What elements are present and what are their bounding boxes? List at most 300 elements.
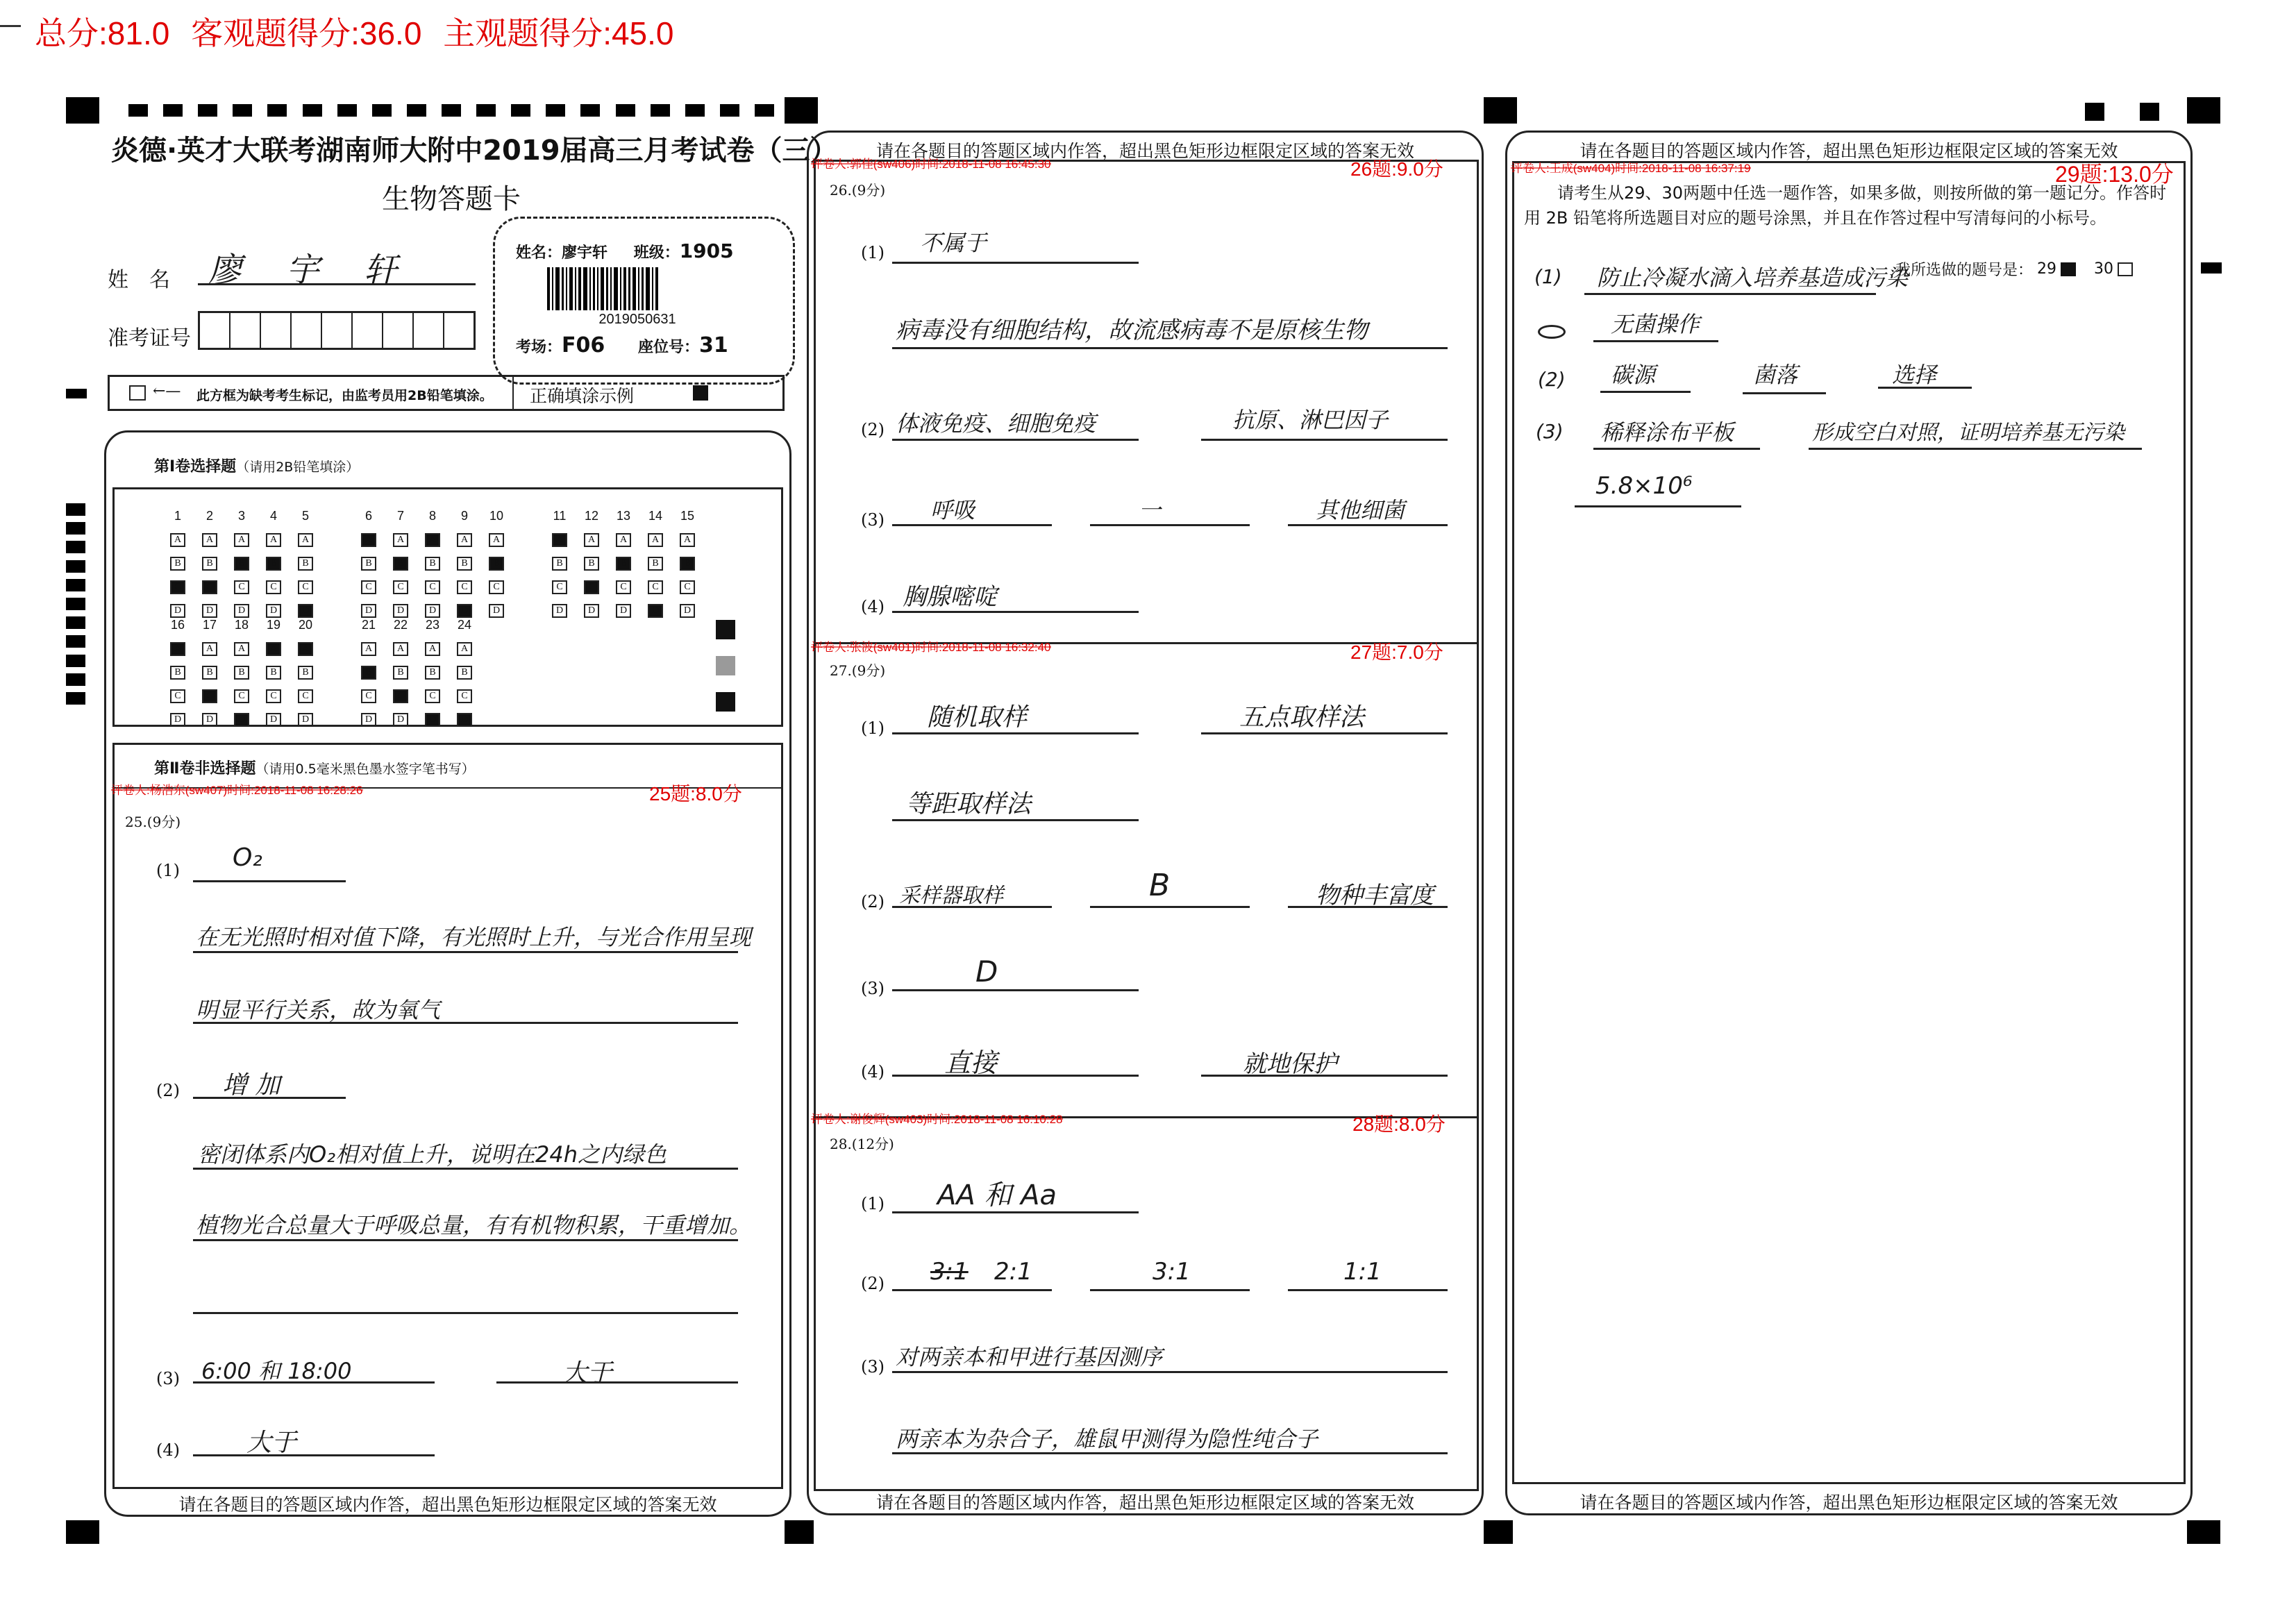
answer-line	[1878, 387, 1972, 389]
middle-answer-box	[814, 160, 1479, 1491]
ticket-digit-box[interactable]	[353, 313, 383, 348]
mc-bubble-b[interactable]: B	[202, 666, 217, 680]
answer-line	[1090, 524, 1250, 526]
mc-question-number: 3	[237, 509, 245, 523]
answer-line	[892, 262, 1139, 264]
mc-question-7	[393, 509, 408, 618]
q29-p3-label: (3)	[1536, 420, 1564, 443]
timing-mark	[755, 104, 774, 117]
mc-bubble-d[interactable]: D	[616, 604, 631, 618]
q27-grader: 评卷人:张波(sw401)时间:2018-11-08 16:32:40	[811, 637, 1051, 655]
mc-bubble-c[interactable]: C	[680, 580, 695, 594]
q26-grader: 评卷人:郭佳(sw406)时间:2018-11-08 16:45:30	[811, 154, 1051, 171]
mc-bubble-d[interactable]: D	[489, 604, 504, 618]
mc-bubble-d[interactable]: D	[234, 604, 249, 618]
mc-bubble-b[interactable]: B	[298, 666, 313, 680]
mc-bubble-b[interactable]: B	[648, 557, 663, 571]
q27-p3-label: (3)	[861, 979, 885, 998]
mc-bubble-b[interactable]: B	[680, 557, 695, 571]
mc-bubble-b[interactable]: B	[457, 666, 472, 680]
mc-question-5	[298, 509, 313, 618]
exam-title: 炎德·英才大联考湖南师大附中2019届高三月考试卷（三）	[111, 135, 838, 167]
mc-bubble-d[interactable]: D	[425, 713, 440, 727]
mc-bubble-d[interactable]: D	[234, 713, 249, 727]
q28-p1-label: (1)	[861, 1194, 885, 1213]
mc-question-number: 15	[680, 509, 695, 523]
mc-bubble-d[interactable]: D	[170, 604, 185, 618]
mc-bubble-b[interactable]: B	[425, 557, 440, 571]
ticket-digit-box[interactable]	[383, 313, 414, 348]
boundary-notice: 请在各题目的答题区域内作答，超出黑色矩形边框限定区域的答案无效	[1579, 141, 2118, 161]
timing-mark-row	[128, 104, 774, 117]
name-label: 姓 名	[108, 268, 170, 292]
timing-mark	[785, 97, 818, 124]
q25-p2-label: (2)	[156, 1081, 180, 1100]
multiple-choice-grid	[112, 487, 783, 727]
timing-mark	[407, 104, 426, 117]
mc-bubble-a[interactable]: A	[361, 642, 376, 656]
q25-header: 25.(9分)	[125, 814, 181, 830]
mc-question-18	[234, 618, 249, 727]
subject-title: 生物答题卡	[382, 183, 521, 215]
mc-bubble-c[interactable]: C	[298, 689, 313, 703]
barcode-number: 2019050631	[598, 312, 676, 327]
mc-question-number: 18	[234, 618, 249, 632]
mc-question-number: 12	[584, 509, 599, 523]
mc-question-11	[552, 509, 567, 618]
mc-bubble-b[interactable]: B	[234, 557, 249, 571]
q29-p3-answer-3: 5.8×10⁶	[1595, 472, 1693, 500]
mc-bubble-b[interactable]: B	[584, 557, 599, 571]
mc-bubble-c[interactable]: C	[170, 689, 185, 703]
q27-p2-answer-1: 采样器取样	[899, 884, 1003, 908]
timing-mark	[66, 579, 85, 591]
timing-mark	[2201, 262, 2222, 274]
timing-mark	[163, 104, 183, 117]
mc-bubble-a[interactable]: A	[616, 533, 631, 547]
mc-bubble-a[interactable]: A	[457, 533, 472, 547]
mc-question-12	[584, 509, 599, 618]
answer-line	[892, 1289, 1052, 1291]
q26-p2-answer-1: 体液免疫、细胞免疫	[896, 410, 1096, 437]
answer-line	[1201, 439, 1448, 441]
mc-bubble-d[interactable]: D	[298, 713, 313, 727]
section1-title	[154, 455, 359, 476]
mc-bubble-c[interactable]: C	[425, 689, 440, 703]
mc-bubble-d[interactable]: D	[457, 604, 472, 618]
q27-p1-answer-3: 等距取样法	[906, 790, 1032, 818]
q28-p3-label: (3)	[861, 1357, 885, 1377]
absent-checkbox[interactable]	[129, 385, 146, 401]
student-sticker	[493, 217, 795, 385]
mc-question-1	[170, 509, 185, 618]
mc-bubble-d[interactable]: D	[170, 713, 185, 727]
timing-mark	[372, 104, 392, 117]
answer-line	[193, 1168, 738, 1170]
mc-bubble-a[interactable]: A	[680, 533, 695, 547]
sticker-name: 姓名：廖宇轩	[516, 244, 608, 262]
mc-bubble-c[interactable]: C	[425, 580, 440, 594]
mc-question-number: 14	[648, 509, 663, 523]
answer-line	[1593, 340, 1718, 342]
q26-p4-label: (4)	[861, 597, 885, 616]
mc-bubble-d[interactable]: D	[202, 713, 217, 727]
answer-line	[193, 1022, 738, 1024]
answer-line	[1288, 524, 1448, 526]
answer-line	[1600, 391, 1691, 393]
mc-bubble-c[interactable]: C	[648, 580, 663, 594]
q28-p1-answer: AA 和 Aa	[937, 1179, 1057, 1211]
mc-bubble-b[interactable]: B	[457, 557, 472, 571]
answer-line	[892, 524, 1052, 526]
mc-bubble-a[interactable]: A	[489, 533, 504, 547]
mc-question-22	[393, 618, 408, 727]
timing-mark	[2187, 97, 2220, 124]
timing-mark	[546, 104, 565, 117]
answer-line	[892, 1075, 1139, 1077]
arrow-left-icon: ←—	[153, 382, 181, 400]
mc-bubble-a[interactable]: A	[425, 533, 440, 547]
q28-p2-answer-3: 1:1	[1343, 1258, 1382, 1286]
mc-question-21	[361, 618, 376, 727]
mc-bubble-d[interactable]: D	[552, 604, 567, 618]
mc-bubble-c[interactable]: C	[393, 580, 408, 594]
q26-p2-answer-2: 抗原、淋巴因子	[1232, 407, 1389, 433]
section2-title	[154, 757, 475, 778]
mc-bubble-a[interactable]: A	[393, 642, 408, 656]
mc-bubble-b[interactable]: B	[202, 557, 217, 571]
mc-bubble-c[interactable]: C	[457, 689, 472, 703]
mc-bubble-c[interactable]: C	[584, 580, 599, 594]
mc-bubble-d[interactable]: D	[298, 604, 313, 618]
q27-p2-answer-2: B	[1149, 868, 1171, 903]
choice-label: 我所选做的题号是：	[1895, 262, 2034, 279]
timing-mark	[66, 97, 99, 124]
q27-header: 27.(9分)	[830, 662, 886, 679]
mc-question-15	[680, 509, 695, 618]
timing-mark	[66, 389, 87, 398]
mc-bubble-c[interactable]: C	[202, 689, 217, 703]
timing-mark	[442, 104, 461, 117]
answer-line	[193, 1239, 738, 1241]
mc-question-24	[457, 618, 472, 727]
q27-p1-answer-1: 随机取样	[927, 703, 1028, 732]
mc-question-number: 7	[396, 509, 404, 523]
timing-mark	[476, 104, 496, 117]
timing-mark	[66, 692, 85, 705]
q25-p3-label: (3)	[156, 1369, 180, 1388]
mc-bubble-a[interactable]: A	[298, 642, 313, 656]
timing-mark	[720, 104, 739, 117]
mc-bubble-d[interactable]: D	[202, 604, 217, 618]
mc-bubble-b[interactable]: B	[489, 557, 504, 571]
q25-p1-answer: O₂	[233, 843, 262, 872]
mc-question-number: 24	[457, 618, 472, 632]
q27-p2-label: (2)	[861, 892, 885, 911]
mc-bubble-c[interactable]: C	[552, 580, 567, 594]
timing-mark	[616, 104, 635, 117]
barcode	[547, 267, 728, 310]
q26-p2-label: (2)	[861, 420, 885, 439]
mc-bubble-b[interactable]: B	[393, 666, 408, 680]
mc-bubble-b[interactable]: B	[266, 666, 281, 680]
mc-bubble-d[interactable]: D	[393, 713, 408, 727]
timing-mark	[66, 598, 85, 610]
mc-bubble-b[interactable]: B	[425, 666, 440, 680]
mc-bubble-a[interactable]: A	[266, 642, 281, 656]
q25-score: 25题:8.0分	[649, 783, 742, 805]
q29-p1-label: (1)	[1534, 265, 1562, 288]
answer-line	[1593, 448, 1760, 450]
q25-p4-label: (4)	[156, 1440, 180, 1460]
q28-p2-label: (2)	[861, 1274, 885, 1293]
answer-line	[193, 951, 738, 953]
ticket-digit-box[interactable]	[200, 313, 231, 348]
mc-bubble-d[interactable]: D	[425, 604, 440, 618]
answer-line	[193, 880, 346, 882]
ticket-digit-box[interactable]	[322, 313, 353, 348]
answer-line	[1201, 732, 1448, 734]
mc-bubble-c[interactable]: C	[393, 689, 408, 703]
mc-bubble-d[interactable]: D	[648, 604, 663, 618]
q25-p3-answer-2: 大于	[562, 1359, 613, 1388]
mc-bubble-a[interactable]: A	[266, 533, 281, 547]
mc-question-14	[648, 509, 663, 618]
ticket-digit-box[interactable]	[414, 313, 444, 348]
timing-mark	[2187, 1520, 2220, 1544]
question-choice-selector	[1895, 258, 2133, 280]
answer-line	[892, 1371, 1448, 1373]
mc-bubble-a[interactable]: A	[298, 533, 313, 547]
q28-p2-struck-answer: 3:1	[930, 1258, 969, 1286]
boundary-notice: 请在各题目的答题区域内作答，超出黑色矩形边框限定区域的答案无效	[1579, 1492, 2118, 1513]
q27-score: 27题:7.0分	[1350, 641, 1443, 663]
mc-bubble-c[interactable]: C	[616, 580, 631, 594]
q25-p1-label: (1)	[156, 861, 180, 880]
q26-score: 26题:9.0分	[1350, 158, 1443, 180]
mc-bubble-d[interactable]: D	[361, 604, 376, 618]
q25-grader: 评卷人:杨浩东(sw407)时间:2018-11-08 16:28:26	[111, 780, 363, 798]
q28-p2-answer-2: 3:1	[1153, 1258, 1191, 1286]
answer-line	[1288, 906, 1448, 908]
mc-question-number: 6	[364, 509, 372, 523]
mc-bubble-a[interactable]: A	[584, 533, 599, 547]
answer-line	[892, 819, 1139, 821]
mc-question-17	[202, 618, 217, 727]
mc-question-number: 20	[298, 618, 313, 632]
mc-question-4	[266, 509, 281, 618]
mc-bubble-d[interactable]: D	[266, 713, 281, 727]
q26-p3-answer-3: 其他细菌	[1316, 497, 1405, 523]
mc-bubble-c[interactable]: C	[298, 580, 313, 594]
ticket-number-boxes[interactable]	[198, 311, 476, 350]
scan-edge-mark	[0, 25, 21, 27]
timing-mark	[66, 503, 85, 516]
boundary-notice: 请在各题目的答题区域内作答，超出黑色矩形边框限定区域的答案无效	[875, 141, 1414, 161]
mc-bubble-a[interactable]: A	[234, 533, 249, 547]
mc-question-number: 11	[553, 509, 567, 523]
sticker-class-label: 班级：	[633, 244, 680, 262]
mc-bubble-c[interactable]: C	[266, 580, 281, 594]
q27-p1-label: (1)	[861, 718, 885, 738]
mc-bubble-c[interactable]: C	[202, 580, 217, 594]
mc-bubble-a[interactable]: A	[648, 533, 663, 547]
timing-mark	[66, 655, 85, 667]
mc-bubble-d[interactable]: D	[361, 713, 376, 727]
answer-line	[892, 347, 1448, 349]
mc-bubble-b[interactable]: B	[170, 666, 185, 680]
mc-bubble-a[interactable]: A	[393, 533, 408, 547]
mc-question-number: 17	[202, 618, 217, 632]
answer-line	[892, 906, 1052, 908]
q26-p1-answer: 不属于	[920, 230, 987, 256]
fill-example-mark	[693, 385, 708, 401]
q29-p2-label: (2)	[1538, 368, 1566, 391]
answer-line	[1743, 392, 1826, 394]
timing-mark	[66, 673, 85, 686]
q29-p2-answer-1: 碳源	[1611, 362, 1656, 388]
q27-p4-answer-1: 直接	[944, 1048, 998, 1078]
mc-question-number: 22	[393, 618, 408, 632]
timing-mark	[2085, 103, 2104, 121]
mc-bubble-b[interactable]: B	[170, 557, 185, 571]
mc-bubble-a[interactable]: A	[552, 533, 567, 547]
mc-bubble-c[interactable]: C	[457, 580, 472, 594]
q26-p3-answer-1: 呼吸	[930, 497, 975, 523]
timing-mark	[303, 104, 322, 117]
mc-bubble-a[interactable]: A	[234, 642, 249, 656]
mc-question-number: 10	[489, 509, 504, 523]
timing-mark	[685, 104, 705, 117]
ticket-digit-box[interactable]	[261, 313, 292, 348]
timing-mark	[2140, 103, 2159, 121]
choice-29-checkbox-filled[interactable]	[2061, 262, 2076, 276]
mc-bubble-a[interactable]: A	[170, 533, 185, 547]
mc-bubble-a[interactable]: A	[425, 642, 440, 656]
section1-hint: （请用2B铅笔填涂）	[236, 460, 360, 475]
answer-line	[892, 1211, 1139, 1213]
timing-mark	[66, 635, 85, 648]
ticket-label: 准考证号	[108, 326, 191, 351]
calibration-mark	[716, 692, 735, 712]
q26-p1-explanation: 病毒没有细胞结构，故流感病毒不是原核生物	[896, 317, 1368, 344]
q28-p3-answer-1: 对两亲本和甲进行基因测序	[896, 1344, 1163, 1370]
sticker-seat-label: 座位号：	[637, 339, 699, 356]
ticket-digit-box[interactable]	[231, 313, 261, 348]
timing-mark	[580, 104, 600, 117]
mc-bubble-c[interactable]: C	[361, 689, 376, 703]
mc-question-19	[266, 618, 281, 727]
section1-title-text: 第Ⅰ卷选择题	[154, 458, 237, 476]
answer-line	[193, 1097, 346, 1099]
timing-mark	[267, 104, 287, 117]
q25-p4-answer: 大于	[246, 1429, 297, 1457]
mc-question-6	[361, 509, 376, 618]
mc-question-number: 23	[425, 618, 440, 632]
mc-question-number: 5	[301, 509, 309, 523]
mc-bubble-a[interactable]: A	[170, 642, 185, 656]
mc-bubble-c[interactable]: C	[489, 580, 504, 594]
divider	[512, 377, 514, 409]
mc-question-number: 21	[361, 618, 376, 632]
mc-bubble-b[interactable]: B	[266, 557, 281, 571]
mc-bubble-b[interactable]: B	[393, 557, 408, 571]
mc-bubble-c[interactable]: C	[266, 689, 281, 703]
mc-bubble-d[interactable]: D	[680, 604, 695, 618]
answer-line	[193, 1312, 738, 1314]
ticket-digit-box[interactable]	[292, 313, 322, 348]
mc-question-13	[616, 509, 631, 618]
ticket-digit-box[interactable]	[444, 313, 474, 348]
mc-bubble-a[interactable]: A	[202, 533, 217, 547]
mc-bubble-b[interactable]: B	[298, 557, 313, 571]
answer-line	[193, 1454, 435, 1456]
answer-line	[193, 1381, 435, 1384]
mc-bubble-d[interactable]: D	[393, 604, 408, 618]
q26-p3-answer-2: 一	[1139, 497, 1162, 523]
answer-line	[1090, 1289, 1250, 1291]
mc-bubble-c[interactable]: C	[234, 580, 249, 594]
mc-bubble-b[interactable]: B	[234, 666, 249, 680]
mc-question-number: 9	[460, 509, 468, 523]
mc-question-number: 4	[269, 509, 277, 523]
answer-line	[1288, 1289, 1448, 1291]
q29-score: 29题:13.0分	[2055, 162, 2174, 187]
q29-p2-answer-2: 菌落	[1753, 362, 1798, 388]
q29-grader: 评卷人:王成(sw404)时间:2018-11-08 16:37:19	[1511, 158, 1751, 176]
choice-30-checkbox[interactable]	[2118, 262, 2133, 276]
mc-bubble-b[interactable]: B	[361, 557, 376, 571]
mc-bubble-c[interactable]: C	[234, 689, 249, 703]
timing-mark	[233, 104, 252, 117]
mc-bubble-d[interactable]: D	[457, 713, 472, 727]
answer-line	[892, 439, 1139, 441]
mc-bubble-d[interactable]: D	[266, 604, 281, 618]
mc-bubble-a[interactable]: A	[361, 533, 376, 547]
mc-bubble-a[interactable]: A	[202, 642, 217, 656]
q25-p2-explanation-2: 植物光合总量大于呼吸总量，有有机物积累，干重增加。	[196, 1212, 752, 1238]
mc-question-16	[170, 618, 185, 727]
q29-instruction: 请考生从29、30两题中任选一题作答，如果多做，则按所做的第一题记分。作答时用 2B 铅笔将所选题目对应的题号涂黑，并且在作答过程中写清每问的小标号。	[1524, 183, 2167, 228]
sticker-seat: 31	[698, 333, 728, 358]
q29-p2-answer-3: 选择	[1892, 362, 1937, 388]
mc-bubble-b[interactable]: B	[361, 666, 376, 680]
timing-mark	[651, 104, 670, 117]
mc-question-10	[489, 509, 504, 618]
mc-bubble-c[interactable]: C	[170, 580, 185, 594]
mc-bubble-b[interactable]: B	[552, 557, 567, 571]
mc-bubble-b[interactable]: B	[616, 557, 631, 571]
answer-line	[1809, 448, 2142, 450]
answer-line	[892, 732, 1139, 734]
objective-score: 客观题得分:36.0	[191, 15, 422, 51]
choice-30-label: 30	[2094, 260, 2114, 278]
q29-p3-answer-1: 稀释涂布平板	[1600, 419, 1734, 446]
calibration-mark-gray	[716, 656, 735, 675]
timing-mark-column	[66, 503, 85, 705]
mc-bubble-d[interactable]: D	[584, 604, 599, 618]
q29-p1-subitem-scribble	[1538, 325, 1566, 339]
q27-p4-label: (4)	[861, 1062, 885, 1082]
answer-line	[1201, 1075, 1448, 1077]
mc-question-number: 2	[206, 509, 213, 523]
mc-bubble-a[interactable]: A	[457, 642, 472, 656]
name-handwritten: 廖 宇 轩	[208, 251, 403, 289]
answer-line	[1584, 293, 1876, 295]
absent-note: 此方框为缺考考生标记，由监考员用2B铅笔填涂。	[196, 388, 493, 403]
mc-question-3	[234, 509, 249, 618]
mc-bubble-c[interactable]: C	[361, 580, 376, 594]
